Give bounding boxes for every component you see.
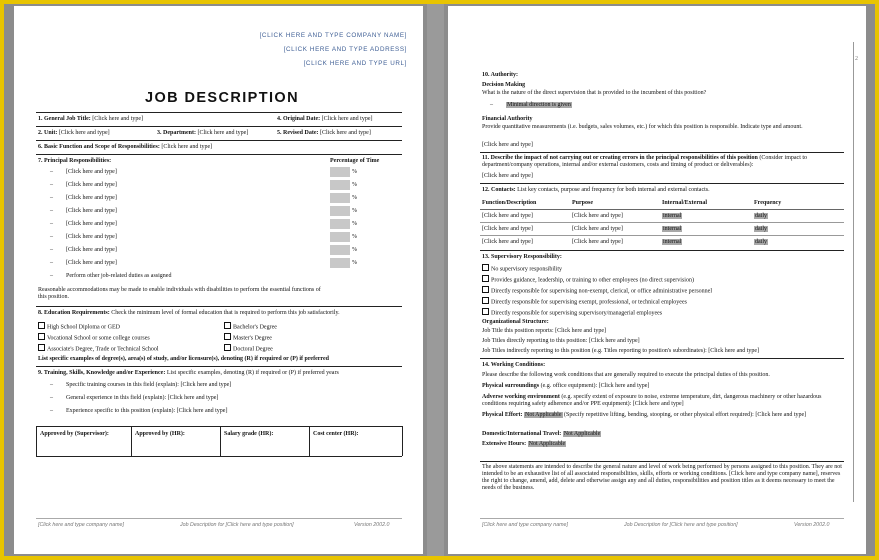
edu-checkbox-doctoral[interactable]: Doctoral Degree	[224, 344, 273, 354]
contact-function-field[interactable]: [Click here and type]	[482, 239, 533, 245]
unit-field[interactable]: [Click here and type]	[58, 130, 110, 136]
responsibility-field[interactable]: [Click here and type]	[66, 234, 117, 240]
contacts-heading: 12. Contacts: List key contacts, purpose and frequency for both internal and external contacts.	[482, 187, 710, 193]
job-title-row: 1. General Job Title: [Click here and type]	[38, 116, 144, 122]
contact-purpose-field[interactable]: [Click here and type]	[572, 239, 623, 245]
responsibility-field[interactable]: [Click here and type]	[66, 247, 117, 253]
sup-checkbox-nonexempt[interactable]: Directly responsible for supervising non-exempt, clerical, or office administrative personnel	[482, 286, 712, 296]
contact-type-select[interactable]: internal	[663, 213, 682, 219]
responsibility-field[interactable]: [Click here and type]	[66, 221, 117, 227]
contact-function-field[interactable]: [Click here and type]	[482, 213, 533, 219]
contact-frequency-select[interactable]: daily	[755, 226, 767, 232]
department-field[interactable]: [Click here and type]	[197, 130, 249, 136]
revised-date-row: 5. Revised Date: [Click here and type]	[277, 130, 371, 136]
percentage-field[interactable]	[330, 258, 350, 268]
specific-experience-field[interactable]: Experience specific to this position (explain): [Click here and type]	[66, 408, 228, 414]
adverse-environment-field[interactable]: Adverse working environment (e.g. specify extent of exposure to noise, extreme temperature, dirt, dangerous machinery or other hazardous conditions requiring safety adherence and/or PPE equipment): [Click here and type]	[482, 394, 822, 407]
department-row: 3. Department: [Click here and type]	[157, 130, 249, 136]
salary-grade-label: Salary grade (HR):	[224, 431, 274, 437]
decision-making-field[interactable]: Minimal direction is given	[507, 102, 571, 108]
percentage-field[interactable]	[330, 206, 350, 216]
responsibility-field[interactable]: [Click here and type]	[66, 208, 117, 214]
working-conditions-heading: 14. Working Conditions:	[482, 362, 546, 368]
checkbox-icon[interactable]	[38, 333, 45, 340]
edu-checkbox-vocational[interactable]: Vocational School or some college courses	[38, 333, 150, 343]
training-heading: 9. Training, Skills, Knowledge and/or Experience: List specific examples, denoting (R) if required or (P) if preferred years	[38, 370, 339, 376]
other-duties-text: Perform other job-related duties as assigned	[66, 273, 172, 279]
principal-responsibilities-heading: 7. Principal Responsibilities:	[38, 158, 112, 164]
contact-frequency-select[interactable]: daily	[755, 239, 767, 245]
impact-heading: 11. Describe the impact of not carrying out or creating errors in the principal responsibilities of this position (Consider impact to department/company operations, internal and/or external customers, costs and timing of product or deliverables):	[482, 155, 808, 168]
checkbox-icon[interactable]	[224, 322, 231, 329]
training-courses-field[interactable]: Specific training courses in this field (explain): [Click here and type]	[66, 382, 232, 388]
degree-examples-text: List specific examples of degree(s), area(s) of study, and/or licensure(s), denoting (R) if required or (P) if preferred	[38, 356, 329, 362]
percentage-field[interactable]	[330, 167, 350, 177]
percentage-field[interactable]	[330, 219, 350, 229]
edu-checkbox-master[interactable]: Master's Degree	[224, 333, 272, 343]
edu-checkbox-bachelor[interactable]: Bachelor's Degree	[224, 322, 277, 332]
list-item: –	[50, 169, 53, 175]
education-heading: 8. Education Requirements: Check the minimum level of formal education that is required to perform this job satisfactorily.	[38, 310, 340, 316]
page-1: [CLICK HERE AND TYPE COMPANY NAME] [CLICK HERE AND TYPE ADDRESS] [CLICK HERE AND TYPE URL] JOB DESCRIPTION 1. General Job Title: [Click here and type] 4. Original Date: [Click here and type] 2. Unit: [Click here and type] 3. Department: [Click here and type] 5. Revised Date: [Click here and type] 6. Basic Function and Scope of Responsibilities: [Click here and type] 7. Principal Responsibilities: Percentage of Time – [Click here and type] % – [Click here and type] % – [Click here and type] % – [Click here and type] % – [Click here and type] % – [Click here and type] % – [Click here and type] % – [Click here and type] % – Perform other job-related duties as assigned Reasonable accommodations may be made to enable individuals with disabilities to perform the essential functions of this position. 8. Education Requirements: Check the minimum level of formal education that is required to perform this job satisfactorily. High School Diploma or GED Vocational School or some college courses Associate's Degree, Trade or Technical School Bachelor's Degree Master's Degree Doctoral Degree List specific examples of degree(s), area(s) of study, and/or licensure(s), denoting (R) if required or (P) if preferred 9. Training, Skills, Knowledge and/or Experience: List specific examples, denoting (R) if required or (P) if preferred years – Specific training courses in this field (explain): [Click here and type] – General experience in this field (explain): [Click here and type] – Experience specific to this position (explain): [Click here and type] Approved by (Supervisor): Approved by (HR): Salary grade (HR): Cost center (HR): [Click here and type company name] Job Description for [Click here and type position] Version 2002.0	[14, 6, 423, 554]
impact-field[interactable]: [Click here and type]	[482, 173, 533, 179]
page-title: JOB DESCRIPTION	[145, 90, 299, 106]
contact-purpose-field[interactable]: [Click here and type]	[572, 213, 623, 219]
basic-function-row: 6. Basic Function and Scope of Responsibilities: [Click here and type]	[38, 144, 213, 150]
footer-company[interactable]: [Click here and type company name]	[482, 522, 568, 528]
contact-frequency-select[interactable]: daily	[755, 213, 767, 219]
sup-checkbox-none[interactable]: No supervisory responsibility	[482, 264, 562, 274]
checkbox-icon[interactable]	[482, 286, 489, 293]
indirect-reports-field[interactable]: Job Titles indirectly reporting to this position (e.g. Titles reporting to position's subordinates): [Click here and type]	[482, 348, 760, 354]
travel-field[interactable]: Domestic/International Travel: Not Applicable	[482, 431, 601, 437]
original-date-row: 4. Original Date: [Click here and type]	[277, 116, 373, 122]
cost-center-label: Cost center (HR):	[313, 431, 359, 437]
col-purpose: Purpose	[572, 200, 593, 206]
percentage-field[interactable]	[330, 180, 350, 190]
company-url-field[interactable]: [CLICK HERE AND TYPE URL]	[303, 60, 407, 67]
responsibility-field[interactable]: [Click here and type]	[66, 169, 117, 175]
responsibility-field[interactable]: [Click here and type]	[66, 182, 117, 188]
extensive-hours-field[interactable]: Extensive Hours: Not Applicable	[482, 441, 566, 447]
checkbox-icon[interactable]	[38, 344, 45, 351]
financial-authority-question: Provide quantitative measurements (i.e. budgets, sales volumes, etc.) for which this position is responsible. Indicate type and amount.	[482, 124, 803, 130]
approved-supervisor-label: Approved by (Supervisor):	[40, 431, 109, 437]
footer-position[interactable]: Job Description for [Click here and type position]	[180, 522, 294, 528]
page-gutter	[427, 4, 444, 556]
revised-date-field[interactable]: [Click here and type]	[320, 130, 371, 136]
physical-effort-field[interactable]: Physical Effort: Not Applicable (Specify repetitive lifting, bending, stooping, or other physical effort required): [Click here and type]	[482, 412, 807, 418]
document-viewer	[4, 4, 875, 556]
footer-position[interactable]: Job Description for [Click here and type position]	[624, 522, 738, 528]
org-structure-heading: Organizational Structure:	[482, 319, 549, 325]
checkbox-icon[interactable]	[482, 264, 489, 271]
direct-reports-field[interactable]: Job Titles directly reporting to this position: [Click here and type]	[482, 338, 640, 344]
reasonable-accommodations-text: Reasonable accommodations may be made to enable individuals with disabilities to perform the essential functions of this position.	[38, 287, 321, 300]
responsibility-field[interactable]: [Click here and type]	[66, 195, 117, 201]
edu-checkbox-associate[interactable]: Associate's Degree, Trade or Technical School	[38, 344, 159, 354]
disclaimer-text: The above statements are intended to describe the general nature and level of work being performed by persons assigned to this position. They are not intended to be an exhaustive list of all associated responsibilities, skills, efforts or working conditions. [Click here and type company name], reserves the right to change, amend, add, delete and otherwise assign any and all duties, responsibilities and position titles as it deems necessary to meet the needs of the business.	[482, 464, 842, 491]
company-address-field[interactable]: [CLICK HERE AND TYPE ADDRESS]	[283, 46, 407, 53]
col-frequency: Frequency	[754, 200, 782, 206]
job-title-field[interactable]: [Click here and type]	[92, 116, 144, 122]
checkbox-icon[interactable]	[224, 344, 231, 351]
percentage-field[interactable]	[330, 193, 350, 203]
footer-version: Version 2002.0	[354, 522, 390, 528]
reports-to-field[interactable]: Job Title this position reports: [Click here and type]	[482, 328, 606, 334]
authority-heading: 10. Authority:	[482, 72, 518, 78]
unit-row: 2. Unit: [Click here and type]	[38, 130, 110, 136]
checkbox-icon[interactable]	[482, 308, 489, 315]
physical-surroundings-field[interactable]: Physical surroundings (e.g. office equipment): [Click here and type]	[482, 383, 650, 389]
checkbox-icon[interactable]	[224, 333, 231, 340]
basic-function-field[interactable]: [Click here and type]	[161, 144, 213, 150]
approved-hr-label: Approved by (HR):	[135, 431, 185, 437]
company-name-field[interactable]: [CLICK HERE AND TYPE COMPANY NAME]	[259, 32, 407, 39]
financial-authority-heading: Financial Authority	[482, 116, 533, 122]
contact-type-select[interactable]: internal	[663, 226, 682, 232]
working-conditions-text: Please describe the following work conditions that are generally required to execute the principal duties of this position.	[482, 372, 770, 378]
percentage-field[interactable]	[330, 245, 350, 255]
col-function: Function/Description	[482, 200, 537, 206]
sup-checkbox-guidance[interactable]: Provides guidance, leadership, or training to other employees (no direct supervision)	[482, 275, 694, 285]
percentage-field[interactable]	[330, 232, 350, 242]
supervisory-heading: 13. Supervisory Responsibility:	[482, 254, 562, 260]
checkbox-icon[interactable]	[482, 297, 489, 304]
contact-function-field[interactable]: [Click here and type]	[482, 226, 533, 232]
sup-checkbox-exempt[interactable]: Directly responsible for supervising exempt, professional, or technical employees	[482, 297, 687, 307]
responsibility-field[interactable]: [Click here and type]	[66, 260, 117, 266]
percentage-heading: Percentage of Time	[330, 158, 380, 164]
checkbox-icon[interactable]	[482, 275, 489, 282]
footer-company[interactable]: [Click here and type company name]	[38, 522, 124, 528]
scroll-arrow-line	[853, 42, 854, 502]
contact-type-select[interactable]: internal	[663, 239, 682, 245]
general-experience-field[interactable]: General experience in this field (explain): [Click here and type]	[66, 395, 219, 401]
footer-version: Version 2002.0	[794, 522, 830, 528]
original-date-field[interactable]: [Click here and type]	[321, 116, 373, 122]
contact-purpose-field[interactable]: [Click here and type]	[572, 226, 623, 232]
sup-checkbox-managerial[interactable]: Directly responsible for supervising supervisory/managerial employees	[482, 308, 662, 318]
decision-making-question: What is the nature of the direct supervision that is provided to the incumbent of this position?	[482, 90, 707, 96]
page-number: 2	[855, 56, 858, 62]
col-internal-external: Internal/External	[662, 200, 707, 206]
decision-making-heading: Decision Making	[482, 82, 526, 88]
checkbox-icon[interactable]	[38, 322, 45, 329]
financial-authority-field[interactable]: [Click here and type]	[482, 142, 533, 148]
page-2: 2 10. Authority: Decision Making What is the nature of the direct supervision that is provided to the incumbent of this position? – Minimal direction is given Financial Authority Provide quantitative measurements (i.e. budgets, sales volumes, etc.) for which this position is responsible. Indicate type and amount. [Click here and type] 11. Describe the impact of not carrying out or creating errors in the principal responsibilities of this position (Consider impact to department/company operations, internal and/or external customers, costs and timing of product or deliverables): [Click here and type] 12. Contacts: List key contacts, purpose and frequency for both internal and external contacts. Function/Description Purpose Internal/External Frequency [Click here and type] [Click here and type] internal daily [Click here and type] [Click here and type] internal daily [Click here and type] [Click here and type] internal daily 13. Supervisory Responsibility: No supervisory responsibility Provides guidance, leadership, or training to other employees (no direct supervision) Directly responsible for supervising non-exempt, clerical, or office administrative personnel Directly responsible for supervising exempt, professional, or technical employees Directly responsible for supervising supervisory/managerial employees Organizational Structure: Job Title this position reports: [Click here and type] Job Titles directly reporting to this position: [Click here and type] Job Titles indirectly reporting to this position (e.g. Titles reporting to position's subordinates): [Click here and type] 14. Working Conditions: Please describe the following work conditions that are generally required to execute the principal duties of this position. Physical surroundings (e.g. office equipment): [Click here and type] Adverse working environment (e.g. specify extent of exposure to noise, extreme temperature, dirt, dangerous machinery or other hazardous conditions requiring safety adherence and/or PPE equipment): [Click here and type] Physical Effort: Not Applicable (Specify repetitive lifting, bending, stooping, or other physical effort required): [Click here and type] Domestic/International Travel: Not Applicable Extensive Hours: Not Applicable The above statements are intended to describe the general nature and level of work being performed by persons assigned to this position. They are not intended to be an exhaustive list of all associated responsibilities, skills, efforts or working conditions. [Click here and type company name], reserves the right to change, amend, add, delete and otherwise assign any and all duties, responsibilities and position titles as it deems necessary to meet the needs of the business. [Click here and type company name] Job Description for [Click here and type position] Version 2002.0	[448, 6, 866, 554]
edu-checkbox-hs[interactable]: High School Diploma or GED	[38, 322, 120, 332]
